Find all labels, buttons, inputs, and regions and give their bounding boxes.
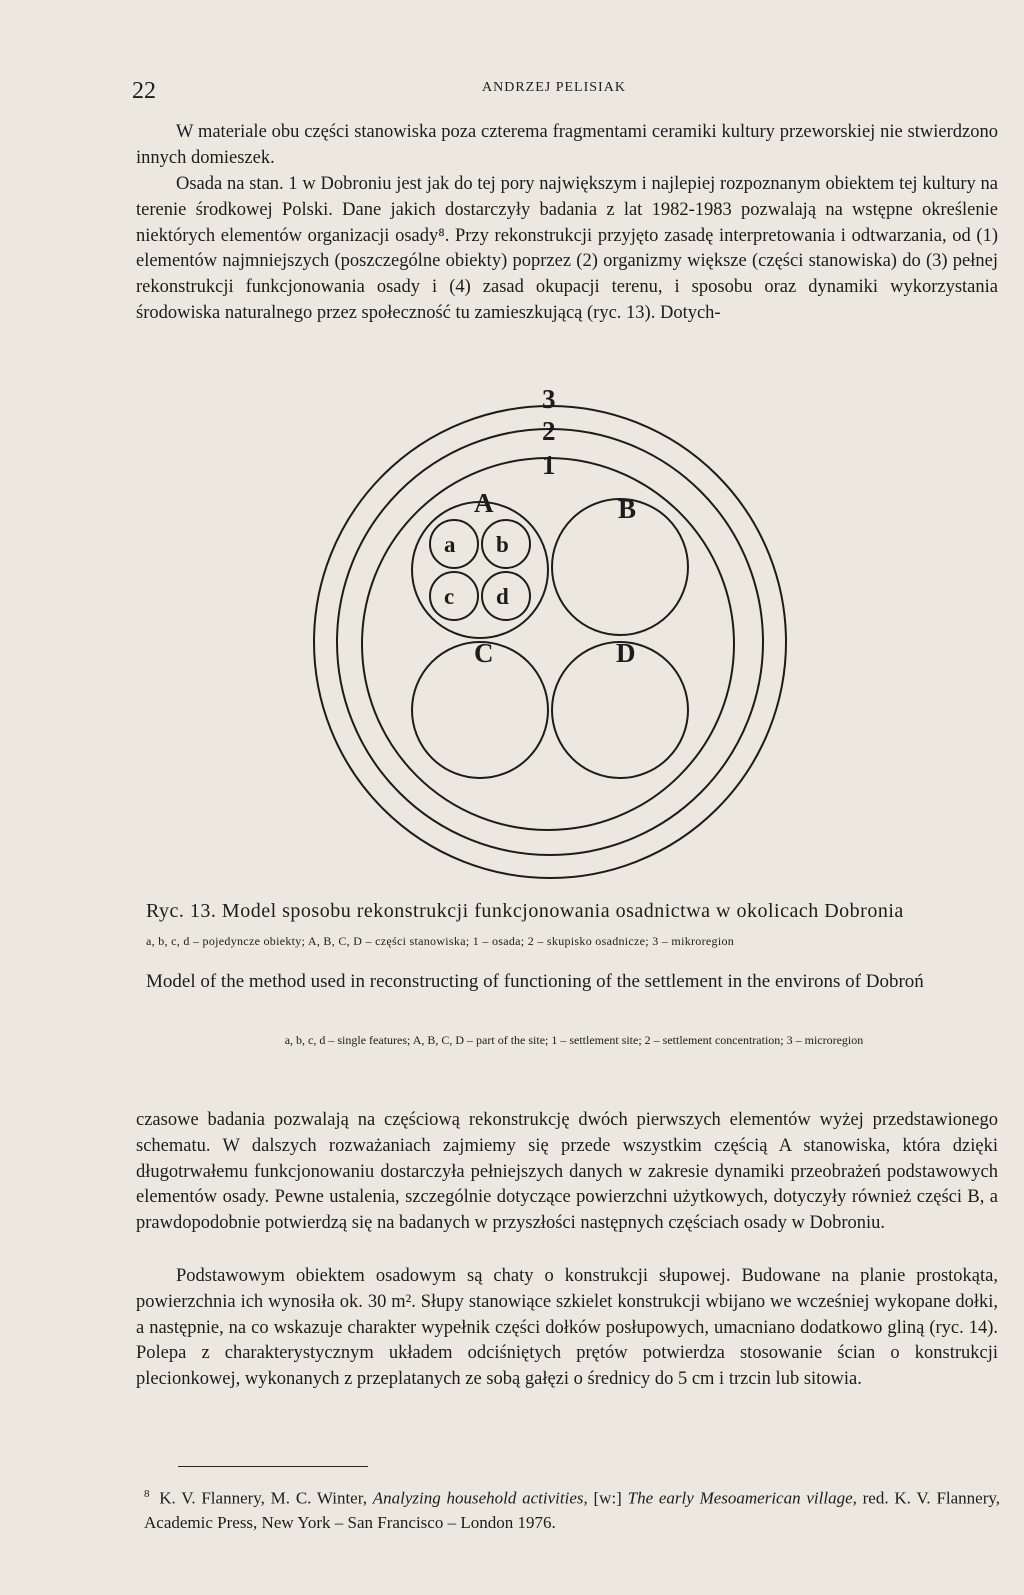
part-A-circle [412,502,548,638]
label-part-D: D [616,638,636,668]
paragraph-1: W materiale obu części stanowiska poza czterema fragmentami ceramiki kultury przeworskiej nie stwierdzono innych domieszek. [136,122,998,168]
figure-caption-pl: Ryc. 13. Model sposobu rekonstrukcji funkcjonowania osadnictwa w okolicach Dobronia [146,900,904,922]
label-feature-a: a [444,532,456,557]
paragraph-4: Podstawowym obiektem osadowym są chaty o konstrukcji słupowej. Budowane na planie prostokąta, powierzchnia ich wynosiła ok. 30 m². Słupy stanowiące szkielet konstrukcji wbijano we wcześniej wykopane dołki, a następnie, na co wskazuje charakter wypełnik części dołków posłupowych, umacniano dodatkowo gliną (ryc. 14). Polepa z charakterystycznym układem odciśniętych prętów potwierdza stosowanie ścian o konstrukcji plecionkowej, wykonanych z przeplatanych ze sobą gałęzi o średnicy do 5 cm i trzcin lub sitowia. [136,1266,998,1390]
page-number: 22 [132,78,156,104]
footnote-authors: K. V. Flannery, M. C. Winter, [159,1488,367,1508]
ring-1-circle [362,458,734,830]
footnote-8 [144,1482,1000,1535]
label-feature-b: b [496,532,509,557]
footnote-title: Analyzing household activities, [372,1488,588,1508]
figure-legend-en: a, b, c, d – single features; A, B, C, D – part of the site; 1 – settlement site; 2 – settlement concentration; 3 – microregion [284,1033,864,1047]
label-ring-3: 3 [542,384,556,414]
running-head: ANDRZEJ PELISIAK [482,80,626,95]
label-ring-2: 2 [542,416,556,446]
figure-caption-en: Model of the method used in reconstructing of functioning of the settlement in the environs of Dobroń [146,971,924,992]
footnote-number: 8 [144,1488,150,1500]
label-ring-1: 1 [542,450,556,480]
footnote-rule [178,1466,368,1467]
paragraph-3: czasowe badania pozwalają na częściową rekonstrukcję dwóch pierwszych elementów wyżej przedstawionego schematu. W dalszych rozważaniach zajmiemy się przede wszystkim częścią A stanowiska, która dzięki długotrwałemu funkcjonowaniu dostarczyła pełniejszych danych w zakresie dynamiki przeobrażeń podstawowych elementów osady. Pewne ustalenia, szczególnie dotyczące powierzchni użytkowych, dotyczyły również części B, a prawdopodobnie potwierdzą się na badanych w przyszłości następnych częściach osady w Dobroniu. [136,1110,998,1234]
footnote-book: The early Mesoamerican village, [627,1488,857,1508]
paragraph-2: Osada na stan. 1 w Dobroniu jest jak do tej pory największym i najlepiej rozpoznanym obiektem tej kultury na terenie środkowej Polski. Dane jakich dostarczyły badania z lat 1982-1983 pozwalają na wstępne określenie niektórych elementów organizacji osady⁸. Przy rekonstrukcji przyjęto zasadę interpretowania i odtwarzania, od (1) elementów najmniejszych (poszczególne obiekty) poprzez (2) organizmy większe (części stanowiska) do (3) pełnej rekonstrukcji funkcjonowania osady i (4) zasad okupacji terenu, i sposobu oraz dynamiki wykorzystania środowiska naturalnego przez społeczność tu zamieszkującą (ryc. 13). Dotych- [136,174,998,323]
figure-13-diagram [310,382,790,882]
figure-legend-pl: a, b, c, d – pojedyncze obiekty; A, B, C, D – części stanowiska; 1 – osada; 2 – skupisko osadnicze; 3 – mikroregion [146,934,735,948]
label-part-C: C [474,638,494,668]
footnote-in: [w:] [593,1488,622,1508]
label-part-A: A [474,488,494,518]
footnote-rest: red. K. V. Flannery, Academic Press, New York – San Francisco – London 1976. [144,1488,1001,1532]
ring-2-circle [337,429,763,855]
label-feature-d: d [496,584,509,609]
label-feature-c: c [444,584,455,609]
label-part-B: B [618,494,637,524]
nested-circles-diagram [310,382,790,882]
